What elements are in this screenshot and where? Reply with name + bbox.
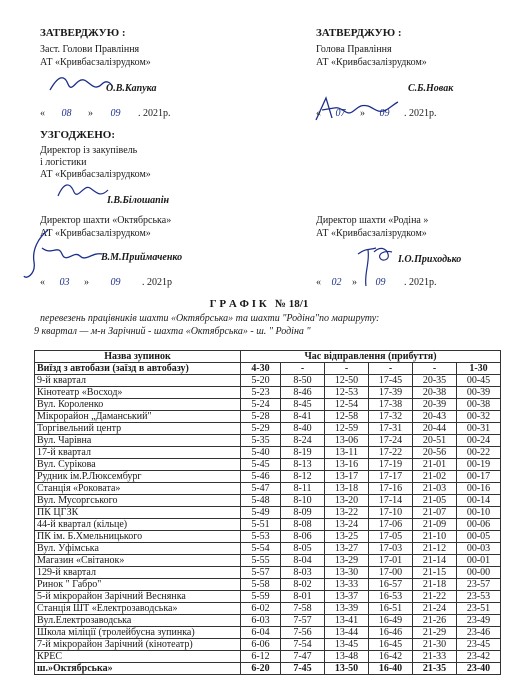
- time-cell: 21-12: [413, 543, 457, 555]
- stop-name: Вул. Мусоргського: [35, 495, 241, 507]
- time-cell: 21-26: [413, 615, 457, 627]
- time-cell: 20-39: [413, 399, 457, 411]
- time-cell: 21-14: [413, 555, 457, 567]
- time-cell: -: [413, 363, 457, 375]
- mine-right-signer: І.О.Приходько: [398, 254, 462, 265]
- stop-name: Школа міліції (тролейбусна зупинка): [35, 627, 241, 639]
- time-cell: 17-22: [369, 447, 413, 459]
- stop-name: ш.»Октябрська»: [35, 663, 241, 675]
- time-cell: 12-59: [325, 423, 369, 435]
- stop-name: Станція «Роковата»: [35, 483, 241, 495]
- time-cell: 21-33: [413, 651, 457, 663]
- time-cell: 5-57: [241, 567, 281, 579]
- time-cell: 00-45: [457, 375, 501, 387]
- time-cell: 17-14: [369, 495, 413, 507]
- time-cell: 13-48: [325, 651, 369, 663]
- time-cell: 00-05: [457, 531, 501, 543]
- time-cell: 00-06: [457, 519, 501, 531]
- time-cell: -: [369, 363, 413, 375]
- time-cell: 16-49: [369, 615, 413, 627]
- date-quote-close: »: [88, 108, 93, 119]
- time-cell: 17-06: [369, 519, 413, 531]
- time-cell: 6-12: [241, 651, 281, 663]
- time-cell: 20-38: [413, 387, 457, 399]
- time-cell: 8-13: [281, 459, 325, 471]
- table-row: [35, 627, 501, 639]
- time-cell: 5-54: [241, 543, 281, 555]
- mine-left-company: АТ «Кривбасзалізрудком»: [40, 228, 151, 239]
- time-cell: 23-53: [457, 591, 501, 603]
- time-cell: 17-45: [369, 375, 413, 387]
- time-cell: 00-00: [457, 567, 501, 579]
- date-quote-close: »: [360, 108, 365, 119]
- stop-name: Мікрорайон „Даманський": [35, 411, 241, 423]
- approve-right-signer: С.Б.Новак: [408, 83, 454, 94]
- date-day: 07: [335, 108, 346, 119]
- stop-name: КРЕС: [35, 651, 241, 663]
- time-cell: 7-47: [281, 651, 325, 663]
- date-quote-open: «: [40, 108, 45, 119]
- time-cell: 7-54: [281, 639, 325, 651]
- table-row: [35, 651, 501, 663]
- time-cell: 8-46: [281, 387, 325, 399]
- time-cell: 8-45: [281, 399, 325, 411]
- stop-name: Вул. Уфімська: [35, 543, 241, 555]
- time-cell: 17-38: [369, 399, 413, 411]
- time-cell: 12-58: [325, 411, 369, 423]
- schedule-table: [34, 350, 501, 675]
- date-month: 09: [379, 108, 390, 119]
- table-row: [35, 435, 501, 447]
- time-cell: 20-56: [413, 447, 457, 459]
- time-cell: 8-02: [281, 579, 325, 591]
- time-cell: 5-53: [241, 531, 281, 543]
- signature-biloshapin: [54, 178, 114, 204]
- date-quote-open: «: [316, 108, 321, 119]
- time-cell: 8-09: [281, 507, 325, 519]
- time-cell: 13-50: [325, 663, 369, 675]
- stop-name: Кінотеатр «Восход»: [35, 387, 241, 399]
- table-row: [35, 567, 501, 579]
- table-row: [35, 399, 501, 411]
- time-cell: 8-19: [281, 447, 325, 459]
- time-cell: 17-39: [369, 387, 413, 399]
- time-cell: 21-15: [413, 567, 457, 579]
- date-day: 02: [331, 277, 342, 288]
- time-cell: 21-05: [413, 495, 457, 507]
- time-cell: 8-12: [281, 471, 325, 483]
- stop-name: 129-й квартал: [35, 567, 241, 579]
- time-cell: 21-02: [413, 471, 457, 483]
- time-cell: 16-42: [369, 651, 413, 663]
- date-day: 03: [59, 277, 70, 288]
- time-cell: 21-03: [413, 483, 457, 495]
- date-month: 09: [375, 277, 386, 288]
- stop-name: Вул. Сурікова: [35, 459, 241, 471]
- time-cell: -: [325, 363, 369, 375]
- time-cell: 6-06: [241, 639, 281, 651]
- approve-right-heading: ЗАТВЕРДЖУЮ :: [316, 27, 402, 39]
- time-cell: 6-20: [241, 663, 281, 675]
- agreed-company: АТ «Кривбасзалізрудком»: [40, 169, 151, 180]
- time-cell: 12-54: [325, 399, 369, 411]
- time-cell: 5-28: [241, 411, 281, 423]
- table-row: [35, 531, 501, 543]
- time-cell: 8-04: [281, 555, 325, 567]
- stop-name: Вул. Короленко: [35, 399, 241, 411]
- time-cell: 21-09: [413, 519, 457, 531]
- time-cell: 7-57: [281, 615, 325, 627]
- time-cell: 20-35: [413, 375, 457, 387]
- time-cell: 17-10: [369, 507, 413, 519]
- time-cell: 21-01: [413, 459, 457, 471]
- time-cell: 12-53: [325, 387, 369, 399]
- time-cell: 16-57: [369, 579, 413, 591]
- time-cell: 5-40: [241, 447, 281, 459]
- time-cell: 00-14: [457, 495, 501, 507]
- table-row: [35, 411, 501, 423]
- stop-name: 44-й квартал (кільце): [35, 519, 241, 531]
- table-row: [35, 639, 501, 651]
- stop-name: Рудник ім.Р.Люксембург: [35, 471, 241, 483]
- time-cell: 00-31: [457, 423, 501, 435]
- schedule-subtitle-1: перевезень працівників шахти «Октябрська» та шахти "Родіна"по маршруту:: [40, 313, 380, 324]
- time-cell: 00-24: [457, 435, 501, 447]
- time-cell: 16-51: [369, 603, 413, 615]
- time-cell: 6-02: [241, 603, 281, 615]
- schedule-title: Г Р А Ф І К № 18/1: [209, 298, 309, 310]
- time-cell: 13-16: [325, 459, 369, 471]
- mine-right-date: [316, 277, 437, 289]
- stop-name: 17-й квартал: [35, 447, 241, 459]
- time-cell: 17-01: [369, 555, 413, 567]
- time-cell: 13-22: [325, 507, 369, 519]
- table-row: [35, 375, 501, 387]
- table-row: [35, 387, 501, 399]
- table-row: [35, 507, 501, 519]
- time-cell: 8-08: [281, 519, 325, 531]
- time-cell: 5-20: [241, 375, 281, 387]
- time-cell: 17-32: [369, 411, 413, 423]
- time-cell: 17-05: [369, 531, 413, 543]
- time-cell: 20-43: [413, 411, 457, 423]
- time-cell: 00-10: [457, 507, 501, 519]
- date-day: 08: [61, 108, 72, 119]
- table-row: [35, 423, 501, 435]
- time-cell: 5-58: [241, 579, 281, 591]
- time-cell: 13-44: [325, 627, 369, 639]
- time-cell: 20-51: [413, 435, 457, 447]
- table-row: [35, 483, 501, 495]
- time-cell: 17-17: [369, 471, 413, 483]
- time-cell: 16-40: [369, 663, 413, 675]
- time-cell: 8-41: [281, 411, 325, 423]
- time-cell: 21-07: [413, 507, 457, 519]
- time-cell: 5-47: [241, 483, 281, 495]
- date-year: . 2021р.: [404, 277, 437, 288]
- time-cell: 23-40: [457, 663, 501, 675]
- table-row: [35, 555, 501, 567]
- time-cell: 13-39: [325, 603, 369, 615]
- stop-name: 9-й квартал: [35, 375, 241, 387]
- time-cell: 5-35: [241, 435, 281, 447]
- table-row: [35, 615, 501, 627]
- table-row: [35, 495, 501, 507]
- time-cell: 17-19: [369, 459, 413, 471]
- time-cell: 13-18: [325, 483, 369, 495]
- date-quote-open: «: [316, 277, 321, 288]
- time-cell: 7-58: [281, 603, 325, 615]
- time-cell: 8-01: [281, 591, 325, 603]
- time-cell: 17-31: [369, 423, 413, 435]
- time-cell: 00-39: [457, 387, 501, 399]
- time-cell: 21-35: [413, 663, 457, 675]
- time-cell: 21-24: [413, 603, 457, 615]
- approve-left-company: АТ «Кривбасзалізрудком»: [40, 57, 151, 68]
- date-year: . 2021р.: [404, 108, 437, 119]
- mine-left-date: [40, 277, 172, 289]
- time-cell: 5-49: [241, 507, 281, 519]
- date-month: 09: [110, 277, 121, 288]
- time-cell: 5-29: [241, 423, 281, 435]
- approve-right-position: Голова Правління: [316, 44, 392, 55]
- time-cell: 7-56: [281, 627, 325, 639]
- stop-name: Торгівельний центр: [35, 423, 241, 435]
- time-cell: 12-50: [325, 375, 369, 387]
- time-cell: 7-45: [281, 663, 325, 675]
- time-cell: 13-20: [325, 495, 369, 507]
- time-cell: 13-33: [325, 579, 369, 591]
- table-row: [35, 363, 501, 375]
- mine-left-signer: В.М.Приймаченко: [101, 252, 183, 263]
- time-cell: 13-25: [325, 531, 369, 543]
- time-cell: 8-10: [281, 495, 325, 507]
- time-cell: 21-22: [413, 591, 457, 603]
- date-month: 09: [110, 108, 121, 119]
- time-cell: 1-30: [457, 363, 501, 375]
- approve-left-date: [40, 108, 171, 120]
- time-cell: 5-46: [241, 471, 281, 483]
- time-cell: 21-18: [413, 579, 457, 591]
- time-cell: 23-49: [457, 615, 501, 627]
- approve-left-position: Заст. Голови Правління: [40, 44, 140, 55]
- time-cell: 5-48: [241, 495, 281, 507]
- time-cell: 00-16: [457, 483, 501, 495]
- stop-name: Виїзд з автобази (заїзд в автобазу): [35, 363, 241, 375]
- time-cell: 17-16: [369, 483, 413, 495]
- time-cell: 13-45: [325, 639, 369, 651]
- time-cell: 00-22: [457, 447, 501, 459]
- time-cell: 17-00: [369, 567, 413, 579]
- time-cell: 16-45: [369, 639, 413, 651]
- time-cell: 13-17: [325, 471, 369, 483]
- table-row: [35, 663, 501, 675]
- approve-left-signer: О.В.Капука: [106, 83, 157, 94]
- stop-name: Вул. Чарівна: [35, 435, 241, 447]
- time-cell: 13-27: [325, 543, 369, 555]
- table-row: [35, 519, 501, 531]
- time-cell: 8-40: [281, 423, 325, 435]
- time-cell: 00-19: [457, 459, 501, 471]
- time-cell: 4-30: [241, 363, 281, 375]
- time-cell: 8-05: [281, 543, 325, 555]
- stop-name: Магазин «Світанок»: [35, 555, 241, 567]
- time-cell: 5-51: [241, 519, 281, 531]
- time-cell: 21-10: [413, 531, 457, 543]
- mine-left-position: Директор шахти «Октябрська»: [40, 215, 172, 226]
- stop-name: Ринок " Габро": [35, 579, 241, 591]
- time-cell: 13-41: [325, 615, 369, 627]
- header-stop-name: Назва зупинок: [35, 351, 241, 363]
- time-cell: 23-51: [457, 603, 501, 615]
- time-cell: 8-11: [281, 483, 325, 495]
- approve-right-date: [316, 108, 437, 120]
- time-cell: 00-01: [457, 555, 501, 567]
- stop-name: 5-й мікрорайон Зарічний Веснянка: [35, 591, 241, 603]
- time-cell: 20-44: [413, 423, 457, 435]
- stop-name: 7-й мікрорайон Зарічний (кінотеатр): [35, 639, 241, 651]
- time-cell: 13-30: [325, 567, 369, 579]
- header-time: Час відправлення (прибуття): [241, 351, 501, 363]
- approve-left-heading: ЗАТВЕРДЖУЮ :: [40, 27, 126, 39]
- time-cell: 5-59: [241, 591, 281, 603]
- time-cell: 5-45: [241, 459, 281, 471]
- time-cell: 00-38: [457, 399, 501, 411]
- approve-right-company: АТ «Кривбасзалізрудком»: [316, 57, 427, 68]
- table-row: [35, 447, 501, 459]
- time-cell: 23-46: [457, 627, 501, 639]
- stop-name: ПК ЦГЗК: [35, 507, 241, 519]
- time-cell: 23-42: [457, 651, 501, 663]
- time-cell: 17-24: [369, 435, 413, 447]
- stop-name: Вул.Електрозаводська: [35, 615, 241, 627]
- table-row: [35, 579, 501, 591]
- date-quote-close: »: [84, 277, 89, 288]
- table-header-row: [35, 351, 501, 363]
- agreed-heading: УЗГОДЖЕНО:: [40, 129, 116, 141]
- table-row: [35, 591, 501, 603]
- time-cell: 13-11: [325, 447, 369, 459]
- time-cell: 00-32: [457, 411, 501, 423]
- time-cell: 5-24: [241, 399, 281, 411]
- time-cell: 13-37: [325, 591, 369, 603]
- time-cell: 8-24: [281, 435, 325, 447]
- date-quote-open: «: [40, 277, 45, 288]
- time-cell: 00-03: [457, 543, 501, 555]
- time-cell: 16-46: [369, 627, 413, 639]
- table-row: [35, 543, 501, 555]
- time-cell: 23-57: [457, 579, 501, 591]
- time-cell: -: [281, 363, 325, 375]
- time-cell: 6-04: [241, 627, 281, 639]
- agreed-signer: І.В.Білошапін: [107, 195, 170, 206]
- time-cell: 13-06: [325, 435, 369, 447]
- stop-name: ПК ім. Б.Хмельницького: [35, 531, 241, 543]
- table-row: [35, 459, 501, 471]
- time-cell: 13-24: [325, 519, 369, 531]
- schedule-subtitle-2: 9 квартал — м-н Зарічний - шахта «Октябрська» - ш. " Родіна ": [34, 326, 311, 337]
- mine-right-position: Директор шахти «Родіна »: [316, 215, 429, 226]
- mine-right-company: АТ «Кривбасзалізрудком»: [316, 228, 427, 239]
- time-cell: 21-30: [413, 639, 457, 651]
- time-cell: 23-45: [457, 639, 501, 651]
- agreed-position-1: Директор із закупівель: [40, 145, 138, 156]
- time-cell: 8-50: [281, 375, 325, 387]
- table-row: [35, 603, 501, 615]
- date-quote-close: »: [352, 277, 357, 288]
- time-cell: 5-23: [241, 387, 281, 399]
- time-cell: 13-29: [325, 555, 369, 567]
- time-cell: 8-06: [281, 531, 325, 543]
- time-cell: 5-55: [241, 555, 281, 567]
- time-cell: 6-03: [241, 615, 281, 627]
- date-year: . 2021р.: [138, 108, 171, 119]
- time-cell: 8-03: [281, 567, 325, 579]
- time-cell: 17-03: [369, 543, 413, 555]
- time-cell: 21-29: [413, 627, 457, 639]
- time-cell: 16-53: [369, 591, 413, 603]
- stop-name: Станція ШТ «Електрозаводська»: [35, 603, 241, 615]
- table-row: [35, 471, 501, 483]
- time-cell: 00-17: [457, 471, 501, 483]
- agreed-position-2: і логістики: [40, 157, 87, 168]
- date-year: . 2021р: [142, 277, 172, 288]
